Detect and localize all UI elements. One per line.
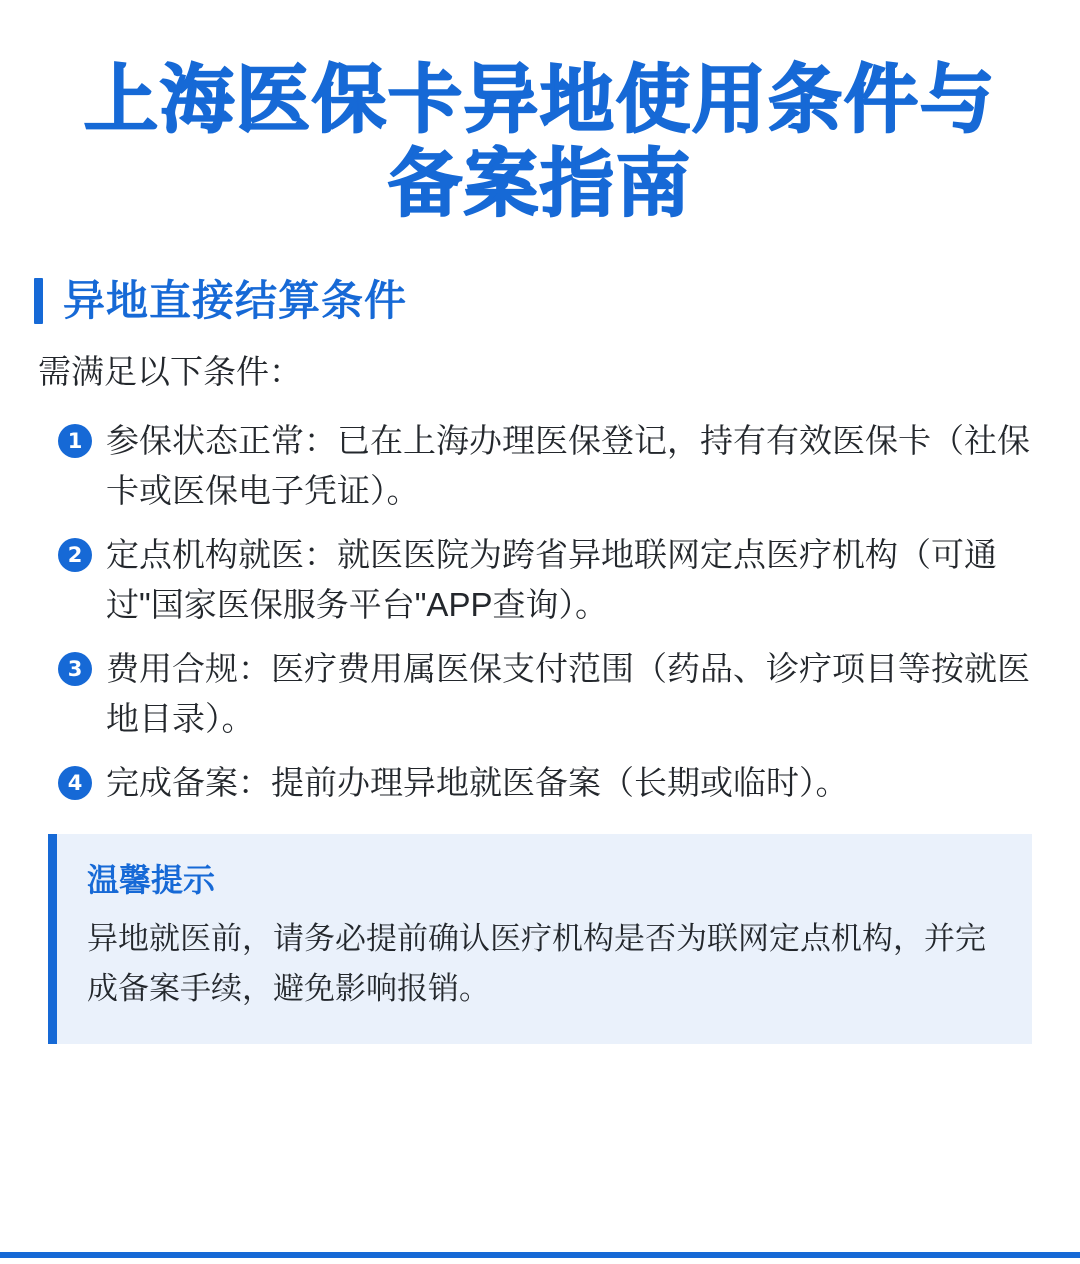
- list-item-text: 参保状态正常：已在上海办理医保登记，持有有效医保卡（社保卡或医保电子凭证）。: [106, 422, 1030, 509]
- list-number-badge: 4: [58, 766, 92, 800]
- list-number-badge: 3: [58, 652, 92, 686]
- section-header: [34, 278, 1046, 324]
- list-item: [58, 758, 1046, 808]
- page-title-line-2: 备案指南: [388, 141, 692, 227]
- section-accent-bar: [34, 278, 43, 324]
- list-item-text: 费用合规：医疗费用属医保支付范围（药品、诊疗项目等按就医地目录）。: [106, 650, 1030, 737]
- requirement-list: [34, 416, 1046, 808]
- section-intro: 需满足以下条件：: [38, 353, 302, 390]
- list-item: [58, 644, 1046, 744]
- list-number-badge: 2: [58, 538, 92, 572]
- page-title: [34, 58, 1046, 226]
- tip-callout: [48, 834, 1032, 1044]
- list-item-text: 完成备案：提前办理异地就医备案（长期或临时）。: [106, 764, 849, 801]
- footer-rule: [0, 1252, 1080, 1258]
- list-number-badge: 1: [58, 424, 92, 458]
- list-item: [58, 530, 1046, 630]
- tip-text: 异地就医前，请务必提前确认医疗机构是否为联网定点机构，并完成备案手续，避免影响报销。: [87, 921, 986, 1006]
- tip-title: 温馨提示: [87, 862, 216, 898]
- list-item: [58, 416, 1046, 516]
- list-item-text: 定点机构就医：就医医院为跨省异地联网定点医疗机构（可通过"国家医保服务平台"APP查询）。: [106, 536, 997, 623]
- page-title-line-1: 上海医保卡异地使用条件与: [84, 57, 996, 143]
- section-title: 异地直接结算条件: [63, 277, 408, 324]
